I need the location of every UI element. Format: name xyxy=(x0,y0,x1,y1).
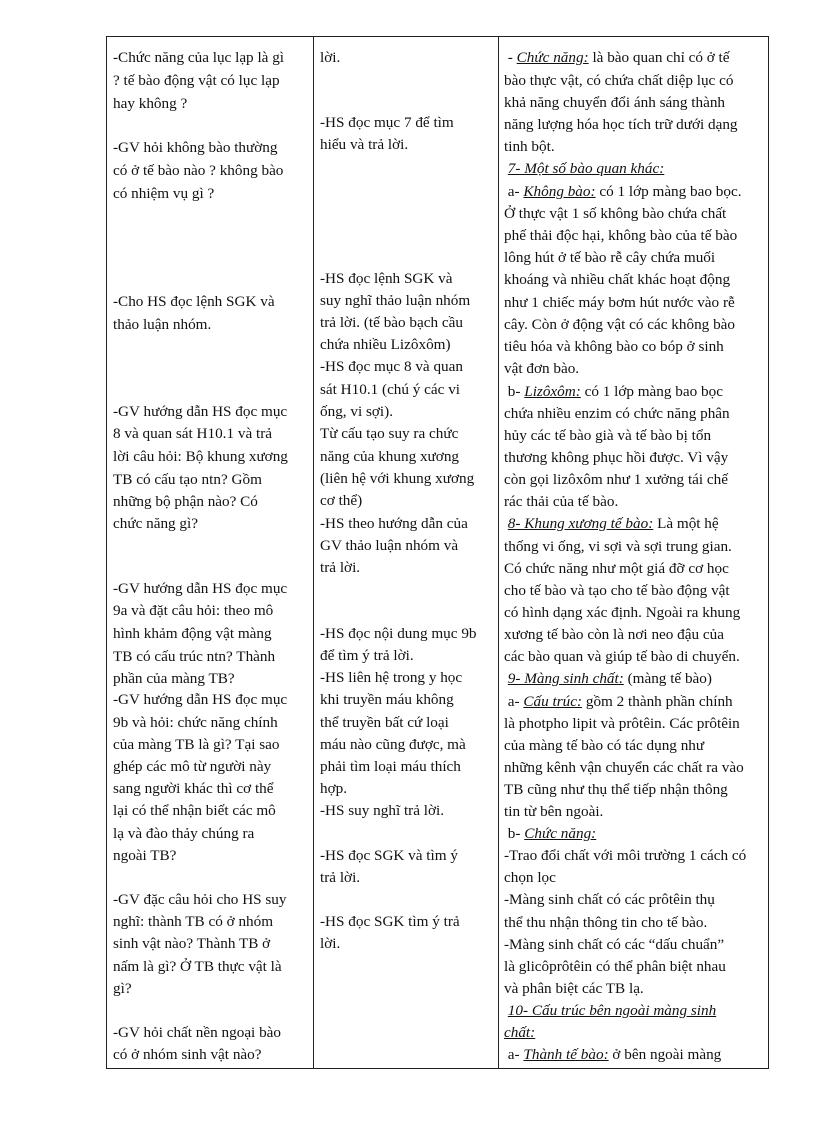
line-text: -HS theo hướng dẫn của xyxy=(320,515,468,532)
line-text: -GV đặc câu hỏi cho HS suy xyxy=(113,891,287,908)
line-text: có hình dạng xác định. Ngoài ra khung xyxy=(504,604,741,621)
col1-line xyxy=(113,423,272,445)
line-text: có ở nhóm sinh vật nào? xyxy=(113,1046,262,1063)
line-text: -HS đọc lệnh SGK và xyxy=(320,270,453,287)
col1-line xyxy=(113,491,258,513)
line-text: để tìm ý trả lời. xyxy=(320,647,414,664)
col3-line xyxy=(504,358,579,380)
col3-line xyxy=(504,181,742,203)
section-heading: 10- Cấu trúc bên ngoài màng sinh xyxy=(507,1002,717,1019)
line-text: 9a và đặt câu hỏi: theo mô xyxy=(113,602,274,619)
col3-line xyxy=(504,158,664,180)
col3-line xyxy=(504,491,618,513)
line-suffix: là bào quan chỉ có ở tế xyxy=(588,49,730,66)
col3-line xyxy=(504,247,715,269)
col1-line xyxy=(113,800,276,822)
col3-line xyxy=(504,801,603,823)
line-text: của màng TB là gì? Tại sao xyxy=(113,736,280,753)
underlined-heading: Không bào: xyxy=(523,183,596,200)
col2-line xyxy=(320,468,474,490)
col1-line xyxy=(113,513,198,535)
col3-line xyxy=(504,136,555,158)
line-text: -GV hướng dẫn HS đọc mục xyxy=(113,403,288,420)
underlined-heading: Thành tế bào: xyxy=(523,1046,609,1063)
line-text: cây. Còn ở động vật có các không bào xyxy=(504,316,735,333)
col2-line xyxy=(320,312,463,334)
line-text: -HS đọc SGK tìm ý trả xyxy=(320,913,460,930)
line-text: thể thu nhận thông tin cho tế bào. xyxy=(504,914,708,931)
line-text: -HS suy nghĩ trả lời. xyxy=(320,802,445,819)
line-text: -GV hướng dẫn HS đọc mục xyxy=(113,580,288,597)
col1-line xyxy=(113,291,275,313)
line-text: là photpho lipit và prôtêin. Các prôtêin xyxy=(504,715,740,732)
line-text: hủy các tế bào già và tế bào bị tổn xyxy=(504,427,712,444)
line-text: sinh vật nào? Thành TB ở xyxy=(113,935,271,952)
line-text: (liên hệ với khung xương xyxy=(320,470,475,487)
col1-line xyxy=(113,823,254,845)
col1-line xyxy=(113,845,176,867)
line-text: chức năng gì? xyxy=(113,515,198,532)
line-text: TB có cấu tạo ntn? Gồm xyxy=(113,471,262,488)
col2-line xyxy=(320,557,360,579)
col1-line xyxy=(113,778,274,800)
line-text: thống vi ống, vi sợi và sợi trung gian. xyxy=(504,538,732,555)
col2-line xyxy=(320,689,454,711)
col3-line xyxy=(504,447,728,469)
line-text: thể truyền bất cứ loại xyxy=(320,714,449,731)
line-text: -HS liên hệ trong y học xyxy=(320,669,463,686)
col3-line xyxy=(504,889,715,911)
col3-line xyxy=(504,403,730,425)
col2-line xyxy=(320,290,470,312)
col3-line xyxy=(504,779,728,801)
col2-line xyxy=(320,712,449,734)
col3-line xyxy=(504,691,733,713)
line-text: những bộ phận nào? Có xyxy=(113,493,258,510)
line-text: tin từ bên ngoài. xyxy=(504,803,604,820)
col2-line xyxy=(320,845,458,867)
col3-line xyxy=(504,292,735,314)
lesson-table xyxy=(106,36,769,1069)
col2-line xyxy=(320,423,458,445)
col1-line xyxy=(113,956,282,978)
col2-line xyxy=(320,778,347,800)
col3-line xyxy=(504,536,732,558)
col3-line xyxy=(504,912,707,934)
line-text: có ở tế bào nào ? không bào xyxy=(113,162,284,179)
col2-line xyxy=(320,535,458,557)
col1-line xyxy=(113,469,262,491)
line-text: suy nghĩ thảo luận nhóm xyxy=(320,292,471,309)
line-text: ngoài TB? xyxy=(113,847,177,864)
col2-line xyxy=(320,513,468,535)
col2-line xyxy=(320,911,460,933)
col3-line xyxy=(504,336,724,358)
section-heading: 9- Màng sinh chất: xyxy=(507,670,624,687)
col3-line xyxy=(504,92,725,114)
col1-line xyxy=(113,689,287,711)
col1-line xyxy=(113,623,272,645)
line-text: khả năng chuyển đổi ánh sáng thành xyxy=(504,94,726,111)
line-text: lời. xyxy=(320,935,341,952)
line-text: phần của màng TB? xyxy=(113,670,235,687)
line-text: khoáng và nhiều chất khác hoạt động xyxy=(504,271,731,288)
line-text: hình khảm động vật màng xyxy=(113,625,272,642)
line-text: có nhiệm vụ gì ? xyxy=(113,185,215,202)
line-text: hợp. xyxy=(320,780,348,797)
col2-line xyxy=(320,800,444,822)
line-text: thảo luận nhóm. xyxy=(113,316,212,333)
line-text: bào thực vật, có chứa chất diệp lục có xyxy=(504,72,734,89)
col1-line xyxy=(113,978,132,1000)
line-text: -Màng sinh chất có các “dấu chuẩn” xyxy=(504,936,725,953)
line-suffix: gồm 2 thành phần chính xyxy=(582,693,733,710)
col3-line xyxy=(504,47,730,69)
col1-line xyxy=(113,933,270,955)
col2-line xyxy=(320,446,459,468)
line-text: lời. xyxy=(320,49,341,66)
col3-line xyxy=(504,70,733,92)
line-text: sang người khác thì cơ thể xyxy=(113,780,274,797)
line-text: cho tế bào và tạo cho tế bào động vật xyxy=(504,582,730,599)
line-prefix: a- xyxy=(504,183,524,200)
col1-line xyxy=(113,1044,262,1066)
line-text: Có chức năng như một giá đỡ cơ học xyxy=(504,560,729,577)
col1-line xyxy=(113,93,187,115)
col3-line xyxy=(504,624,724,646)
line-text: ống, vi sợi). xyxy=(320,403,394,420)
line-text: -HS đọc SGK và tìm ý xyxy=(320,847,458,864)
col3-line xyxy=(504,735,704,757)
line-text: -GV hướng dẫn HS đọc mục xyxy=(113,691,288,708)
line-text: nghĩ: thành TB có ở nhóm xyxy=(113,913,274,930)
col2-line xyxy=(320,490,362,512)
col3-line xyxy=(504,314,735,336)
line-text: ghép các mô từ người này xyxy=(113,758,272,775)
col2-line xyxy=(320,268,452,290)
line-text: cơ thể) xyxy=(320,492,363,509)
col2-line xyxy=(320,867,360,889)
col1-line xyxy=(113,137,277,159)
line-prefix: - xyxy=(504,49,517,66)
col2-line xyxy=(320,933,340,955)
col1-line xyxy=(113,889,287,911)
line-text: -Chức năng của lục lạp là gì xyxy=(113,49,285,66)
line-text: -HS đọc mục 7 để tìm xyxy=(320,114,454,131)
line-text: Ở thực vật 1 số không bào chứa chất xyxy=(504,205,727,222)
line-suffix: có 1 lớp màng bao bọc. xyxy=(595,183,742,200)
underlined-heading: Chức năng: xyxy=(516,49,589,66)
col2-line xyxy=(320,401,393,423)
line-text: năng của khung xương xyxy=(320,448,460,465)
line-text: nấm là gì? Ở TB thực vật là xyxy=(113,958,282,975)
col2-line xyxy=(320,334,451,356)
line-text: TB có cấu trúc ntn? Thành xyxy=(113,648,276,665)
line-text: và phân biệt các TB lạ. xyxy=(504,980,644,997)
line-text: những kênh vận chuyển các chất ra vào xyxy=(504,759,744,776)
col3-line xyxy=(504,934,724,956)
col3-line xyxy=(504,757,744,779)
col3-line xyxy=(504,845,746,867)
col3-line xyxy=(504,269,730,291)
section-heading: 8- Khung xương tế bào: xyxy=(507,515,654,532)
col3-line xyxy=(504,469,728,491)
line-text: TB cũng như thụ thể tiếp nhận thông xyxy=(504,781,728,798)
col3-line xyxy=(504,956,726,978)
line-text: -Cho HS đọc lệnh SGK và xyxy=(113,293,275,310)
col2-line xyxy=(320,645,414,667)
line-prefix: b- xyxy=(504,383,525,400)
col1-line xyxy=(113,446,288,468)
line-text: Từ cấu tạo suy ra chức xyxy=(320,425,459,442)
line-text: lạ và đào thảy chúng ra xyxy=(113,825,255,842)
col3-line xyxy=(504,580,730,602)
col1-line xyxy=(113,578,287,600)
line-text: -GV hỏi chất nền ngoại bào xyxy=(113,1024,282,1041)
line-prefix: a- xyxy=(504,1046,524,1063)
line-text: hay không ? xyxy=(113,95,188,112)
col1-line xyxy=(113,756,271,778)
col1-line xyxy=(113,47,284,69)
student-activity-column xyxy=(314,37,499,1068)
line-text: lời câu hỏi: Bộ khung xương xyxy=(113,448,288,465)
line-text: các bào quan và giúp tế bào di chuyển. xyxy=(504,648,740,665)
line-text: 9b và hỏi: chức năng chính xyxy=(113,714,278,731)
underlined-heading: Cấu trúc: xyxy=(523,693,583,710)
col1-line xyxy=(113,600,273,622)
line-text: khi truyền máu không xyxy=(320,691,454,708)
col1-line xyxy=(113,314,211,336)
col2-line xyxy=(320,47,340,69)
col2-line xyxy=(320,134,408,156)
col1-line xyxy=(113,160,283,182)
line-prefix: a- xyxy=(504,693,524,710)
line-text: phải tìm loại máu thích xyxy=(320,758,461,775)
line-text: rác thải của tế bào. xyxy=(504,493,619,510)
col2-line xyxy=(320,667,462,689)
line-text: tinh bột. xyxy=(504,138,555,155)
col3-line xyxy=(504,646,740,668)
section-heading: chất: xyxy=(504,1024,536,1041)
col3-line xyxy=(504,713,740,735)
col1-line xyxy=(113,646,275,668)
col1-line xyxy=(113,712,278,734)
section-heading: 7- Một số bào quan khác: xyxy=(507,160,665,177)
col3-line xyxy=(504,867,556,889)
line-text: trả lời. xyxy=(320,559,361,576)
line-text: của màng tế bào có tác dụng như xyxy=(504,737,705,754)
line-text: -Màng sinh chất có các prôtêin thụ xyxy=(504,891,715,908)
col2-line xyxy=(320,756,461,778)
col1-line xyxy=(113,734,279,756)
col3-line xyxy=(504,425,711,447)
col2-line xyxy=(320,623,477,645)
underlined-heading: Chức năng: xyxy=(524,825,597,842)
line-text: năng lượng hóa học tích trữ dưới dạng xyxy=(504,116,738,133)
col3-line xyxy=(504,1022,535,1044)
col3-line xyxy=(504,558,729,580)
line-text: trả lời. xyxy=(320,869,361,886)
col3-line xyxy=(504,114,738,136)
col1-line xyxy=(113,1022,281,1044)
line-text: -HS đọc nội dung mục 9b xyxy=(320,625,477,642)
line-suffix: có 1 lớp màng bao bọc xyxy=(580,383,723,400)
col1-line xyxy=(113,183,214,205)
col3-line xyxy=(504,668,712,690)
line-suffix: (màng tế bào) xyxy=(623,670,712,687)
col1-line xyxy=(113,401,287,423)
line-text: còn gọi lizôxôm như 1 xưởng tái chế xyxy=(504,471,729,488)
line-text: lông hút ở tế bào rễ cây chứa muối xyxy=(504,249,716,266)
line-text: là glicôprôtêin có thể phân biệt nhau xyxy=(504,958,726,975)
col2-line xyxy=(320,379,460,401)
col3-line xyxy=(504,513,719,535)
col3-line xyxy=(504,1000,716,1022)
line-suffix: ở bên ngoài màng xyxy=(608,1046,722,1063)
teacher-activity-column xyxy=(107,37,314,1068)
col1-line xyxy=(113,70,280,92)
col3-line xyxy=(504,203,726,225)
line-text: gì? xyxy=(113,980,132,997)
col2-line xyxy=(320,734,466,756)
underlined-heading: Lizôxôm: xyxy=(524,383,581,400)
line-text: lại có thể nhận biết các mô xyxy=(113,802,276,819)
line-text: xương tế bào còn là nơi neo đậu của xyxy=(504,626,724,643)
line-text: chứa nhiều enzim có chức năng phân xyxy=(504,405,730,422)
line-text: -HS đọc mục 8 và quan xyxy=(320,358,463,375)
line-prefix: b- xyxy=(504,825,525,842)
line-text: thương không phục hồi được. Vì vậy xyxy=(504,449,729,466)
line-suffix: Là một hệ xyxy=(653,515,719,532)
line-text: chọn lọc xyxy=(504,869,556,886)
col2-line xyxy=(320,112,454,134)
line-text: -Trao đổi chất với môi trường 1 cách có xyxy=(504,847,747,864)
line-text: máu nào cũng được, mà xyxy=(320,736,466,753)
line-text: hiểu và trả lời. xyxy=(320,136,409,153)
col3-line xyxy=(504,978,644,1000)
col1-line xyxy=(113,911,273,933)
line-text: phế thải độc hại, không bào của tế bào xyxy=(504,227,738,244)
col3-line xyxy=(504,225,737,247)
col2-line xyxy=(320,356,463,378)
line-text: GV thảo luận nhóm và xyxy=(320,537,459,554)
line-text: sát H10.1 (chú ý các vi xyxy=(320,381,461,398)
content-column xyxy=(499,37,770,1068)
col1-line xyxy=(113,668,235,690)
line-text: chứa nhiều Lizôxôm) xyxy=(320,336,451,353)
line-text: vật đơn bào. xyxy=(504,360,580,377)
line-text: -GV hỏi không bào thường xyxy=(113,139,278,156)
line-text: như 1 chiếc máy bơm hút nước vào rễ xyxy=(504,294,735,311)
col3-line xyxy=(504,1044,721,1066)
line-text: tiêu hóa và không bào co bóp ở sinh xyxy=(504,338,724,355)
line-text: ? tế bào động vật có lục lạp xyxy=(113,72,280,89)
col3-line xyxy=(504,602,740,624)
col3-line xyxy=(504,381,723,403)
col3-line xyxy=(504,823,596,845)
line-text: trả lời. (tế bào bạch cầu xyxy=(320,314,463,331)
line-text: 8 và quan sát H10.1 và trả xyxy=(113,425,273,442)
